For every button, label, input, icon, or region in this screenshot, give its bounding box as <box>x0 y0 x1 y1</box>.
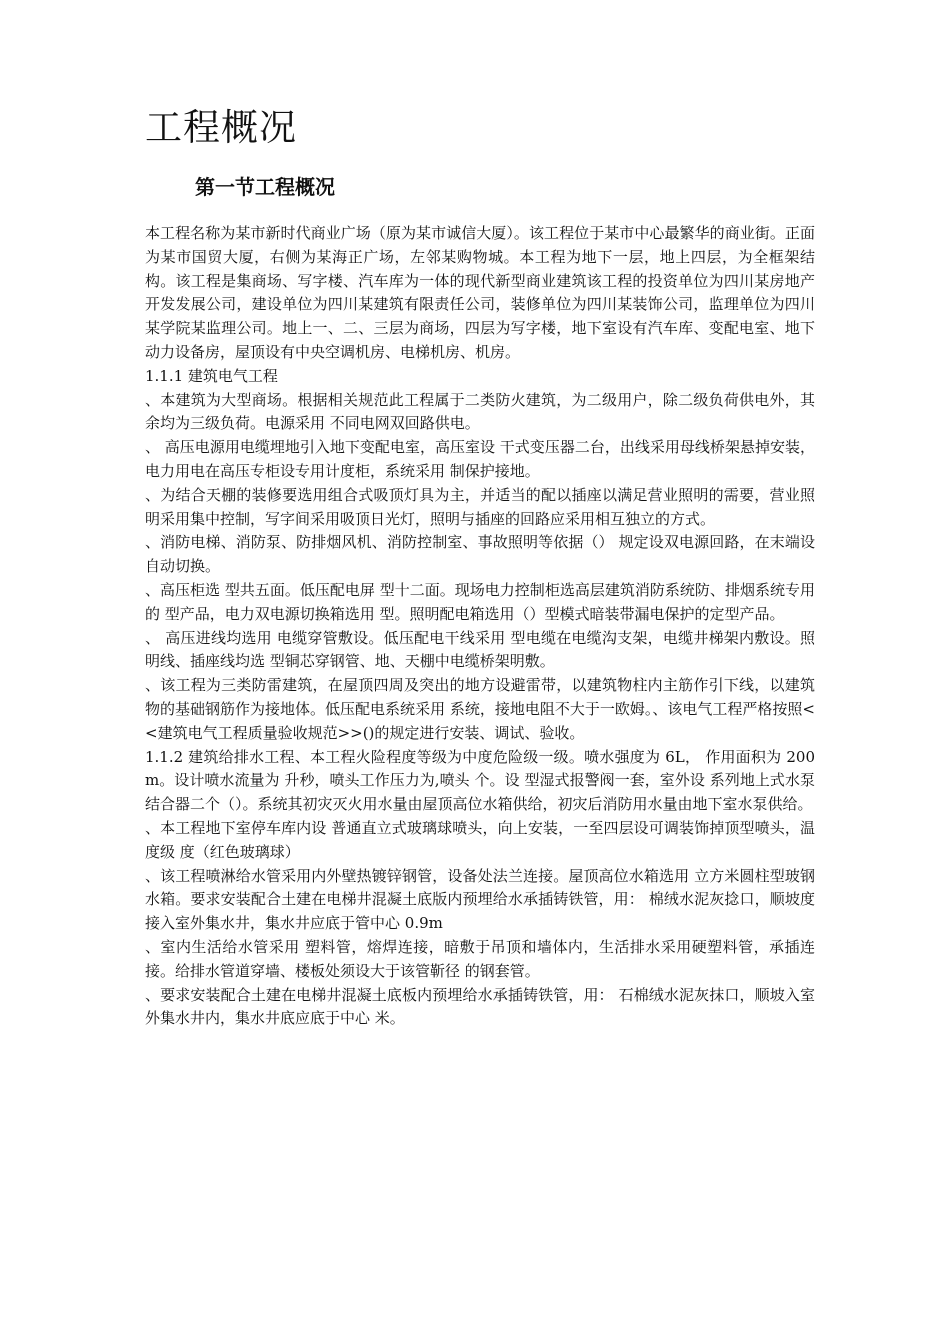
paragraph-sprinkler-pipes: 、该工程喷淋给水管采用内外壁热镀锌钢管，设备处法兰连接。屋顶高位水箱选用 立方米圆柱型玻钢水箱。要求安装配合土建在电梯井混凝土底版内预埋给水承插铸铁管，用： 棉绒水泥灰捻口，顺坡度接入室外集水井，集水井应底于管中心 0.9m <box>145 866 815 933</box>
paragraph-domestic-water: 、室内生活给水管采用 塑料管，熔焊连接，暗敷于吊顶和墙体内，生活排水采用硬塑料管，承插连接。给排水管道穿墙、楼板处须设大于该管靳径 的钢套管。 <box>145 937 815 980</box>
paragraph-lightning-protection: 、该工程为三类防雷建筑，在屋顶四周及突出的地方设避雷带，以建筑物柱内主筋作引下线，以建筑物的基础钢筋作为接地体。低压配电系统采用 系统，接地电阻不大于一欧姆。、该电气工程严格按照<<建筑电气工程质量验收规范>>()的规定进行安装、调试、验收。 <box>145 676 815 742</box>
paragraph-sprinklers: 、本工程地下室停车库内设 普通直立式玻璃球喷头，向上安装，一至四层设可调装饰掉顶型喷头，温度级 度（红色玻璃球） <box>145 818 815 861</box>
paragraph-switchgear: 、高压柜选 型共五面。低压配电屏 型十二面。现场电力控制柜选高层建筑消防系统防、排烟系统专用的 型产品，电力双电源切换箱选用 型。照明配电箱选用（）型模式暗装带漏电保护的定型产品。 <box>145 580 815 623</box>
paragraph-water-supply: 1.1.2 建筑给排水工程、本工程火险程度等级为中度危险级一级。喷水强度为 6L， 作用面积为 200m。设计喷水流量为 升秒，喷头工作压力为,喷头 个。设 型湿式报警阀一套，室外设 系列地上式水泵结合器二个（）。系统其初灾灭火用水量由屋顶高位水箱供给，初灾后消防用水量由地下室水泵供给。 <box>145 747 815 814</box>
paragraph-lighting: 、为结合天棚的装修要选用组合式吸顶灯具为主，并适当的配以插座以满足营业照明的需要，营业照明采用集中控制，写字间采用吸顶日光灯，照明与插座的回路应采用相互独立的方式。 <box>145 485 815 528</box>
paragraph-fire-power: 、消防电梯、消防泵、防排烟风机、消防控制室、事故照明等依据（） 规定设双电源回路，在末端设自动切换。 <box>145 533 815 576</box>
subheading-electrical: 1.1.1 建筑电气工程 <box>145 366 278 385</box>
paragraph-high-voltage: 、 高压电源用电缆埋地引入地下变配电室，高压室设 干式变压器二台，出线采用母线桥架悬掉安装，电力用电在高压专柜设专用计度柜，系统采用 制保护接地。 <box>145 438 815 480</box>
paragraph-installation: 、要求安装配合土建在电梯井混凝土底板内预埋给水承插铸铁管，用： 石棉绒水泥灰抹口，顺坡入室外集水井内，集水井底应底于中心 米。 <box>145 985 815 1028</box>
document-title: 工程概况 <box>145 106 297 149</box>
paragraph-cabling: 、 高压进线均选用 电缆穿管敷设。低压配电干线采用 型电缆在电缆沟支架，电缆井梯架内敷设。照明线、插座线均选 型铜芯穿钢管、地、天棚中电缆桥架明敷。 <box>145 628 815 671</box>
section-heading: 第一节工程概况 <box>195 175 335 199</box>
paragraph-overview: 本工程名称为某市新时代商业广场（原为某市诚信大厦）。该工程位于某市中心最繁华的商业街。正面为某市国贸大厦，右侧为某海正广场，左邻某购物城。本工程为地下一层，地上四层，为全框架结构。该工程是集商场、写字楼、汽车库为一体的现代新型商业建筑该工程的投资单位为四川某房地产开发发展公司，建设单位为四川某建筑有限责任公司，装修单位为四川某装饰公司，监理单位为四川某学院某监理公司。地上一、二、三层为商场，四层为写字楼，地下室设有汽车库、变配电室、地下动力设备房，屋顶设有中央空调机房、电梯机房、机房。 <box>145 224 815 361</box>
document-body <box>145 222 815 1031</box>
paragraph-power-load: 、本建筑为大型商场。根据相关规范此工程属于二类防火建筑，为二级用户，除二级负荷供电外，其余均为三级负荷。电源采用 不同电网双回路供电。 <box>145 390 815 433</box>
